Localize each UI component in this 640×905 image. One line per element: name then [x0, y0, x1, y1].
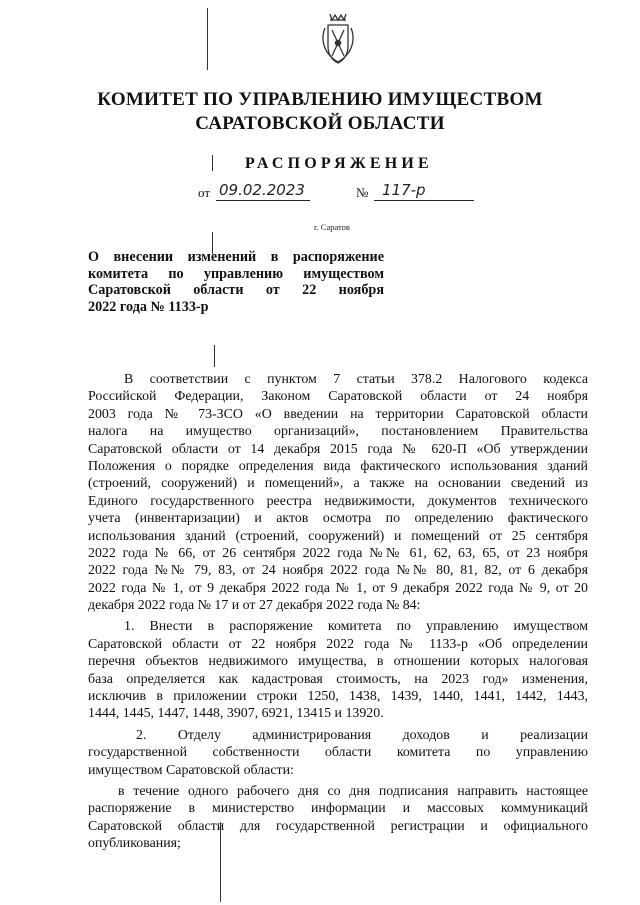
subject-line: 2022 года № 1133-р — [88, 298, 209, 315]
date-number-line — [198, 182, 498, 204]
subject-line: комитета по управлению имуществом — [88, 265, 384, 282]
text-line: учета (инвентаризации) и актов осмотра по определению фактического — [88, 511, 588, 527]
scan-line — [207, 8, 208, 70]
text-line: 2022 года №№ 79, 83, от 24 ноября 2022 года №№ 80, 81, 82, от 6 декабря — [88, 563, 588, 579]
text-line: Саратовской области для государственной регистрации и официального — [88, 818, 588, 834]
text-line: налога на имущество организаций», постановлением Правительства — [88, 424, 588, 440]
organization-name-line2: САРАТОВСКОЙ ОБЛАСТИ — [195, 113, 445, 134]
text-line: распоряжение в министерство информации и массовых коммуникаций — [88, 801, 588, 817]
text-line: 2022 года № 66, от 26 сентября 2022 года №№ 61, 62, 63, 65, от 23 ноября — [88, 545, 588, 561]
city-label: г. Саратов — [314, 222, 350, 232]
scan-line — [214, 345, 215, 367]
number-underline — [374, 200, 474, 201]
text-line: В соответствии с пунктом 7 статьи 378.2 Налогового кодекса — [124, 372, 588, 387]
clause-1-paragraph — [88, 618, 588, 722]
text-line: исключив в приложении строки 1250, 1438, 1439, 1440, 1441, 1442, 1443, — [88, 689, 588, 705]
preamble-paragraph — [88, 371, 588, 614]
text-line: государственной собственности области комитета по управлению — [88, 745, 588, 761]
handwritten-date: 09.02.2023 — [219, 181, 305, 199]
text-line: Саратовской области от 22 ноября 2022 года № 1133-р «Об определении — [88, 636, 588, 652]
clause-2-paragraph — [88, 727, 588, 779]
text-line: (строений, сооружений) и помещений», а также на основании сведений из — [88, 476, 588, 492]
document-subject — [88, 249, 384, 315]
organization-name-line1: КОМИТЕТ ПО УПРАВЛЕНИЮ ИМУЩЕСТВОМ — [97, 89, 543, 110]
date-prefix: от — [198, 185, 211, 200]
number-prefix: № — [356, 185, 369, 200]
scan-line — [212, 155, 213, 171]
document-type-title: РАСПОРЯЖЕНИЕ — [245, 155, 433, 172]
text-line: Единого государственного реестра недвижимости, документов технического — [88, 493, 588, 509]
subject-line: Саратовской области от 22 ноября — [88, 282, 384, 299]
text-line: Саратовской области от 14 декабря 2015 года № 620-П «Об утверждении — [88, 441, 588, 457]
coat-of-arms-icon — [316, 12, 360, 66]
text-line: Положения о порядке определения вида фактического использования зданий — [88, 458, 588, 474]
text-line: база определяется как кадастровая стоимость, на 2023 год» изменения, — [88, 671, 588, 687]
subject-line: О внесении изменений в распоряжение — [88, 249, 384, 265]
date-underline — [216, 200, 310, 201]
text-line: Российской Федерации, Законом Саратовской области от 24 ноября — [88, 389, 588, 405]
text-line: 1. Внести в распоряжение комитета по управлению имуществом — [124, 619, 588, 635]
text-line: опубликования; — [88, 836, 181, 852]
clause-2-instruction-paragraph — [88, 783, 588, 853]
text-line: 1444, 1445, 1447, 1448, 3907, 6921, 13415 и 13920. — [88, 706, 384, 722]
text-line: 2. Отделу администрирования доходов и реализации — [136, 727, 588, 743]
handwritten-number: 117-р — [382, 181, 426, 199]
document-body — [88, 371, 588, 853]
text-line: декабря 2022 года № 17 и от 27 декабря 2022 года № 84: — [88, 598, 421, 614]
text-line: 2003 года № 73-ЗСО «О введении на территории Саратовской области — [88, 406, 588, 422]
text-line: имуществом Саратовской области: — [88, 762, 294, 778]
text-line: в течение одного рабочего дня со дня подписания направить настоящее — [118, 783, 588, 799]
text-line: перечня объектов недвижимого имущества, в отношении которых налоговая — [88, 654, 588, 670]
text-line: использования зданий (строений, сооружений) и помещений от 25 сентября — [88, 528, 588, 544]
text-line: 2022 года № 1, от 9 декабря 2022 года № 1, от 9 декабря 2022 года № 9, от 20 — [88, 580, 588, 596]
